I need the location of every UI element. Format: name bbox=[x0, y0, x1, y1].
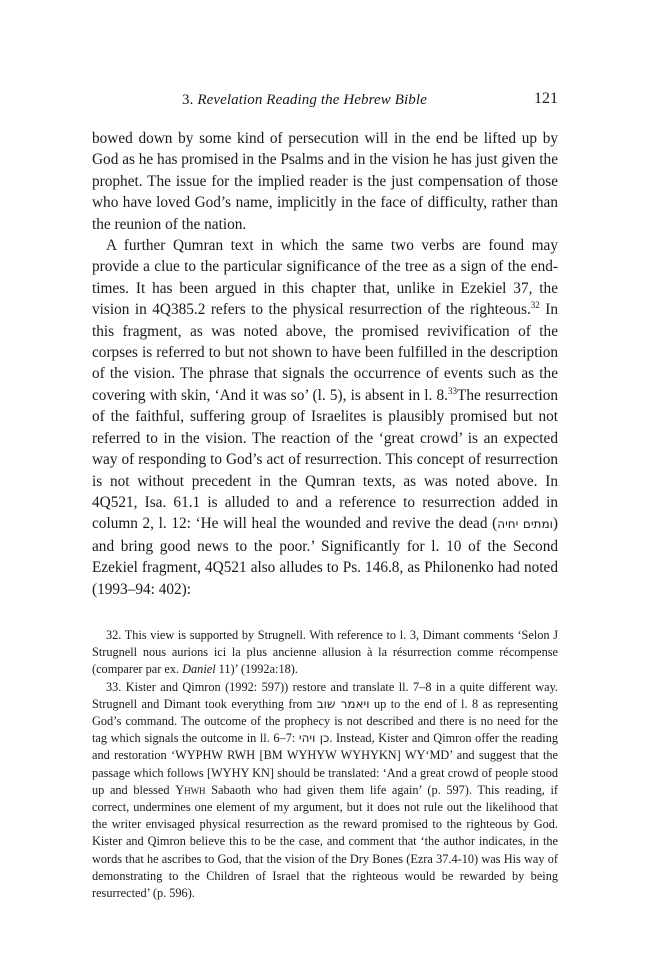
paragraph-2-text-d: ) and bring good news to the poor.’ Significantly for l. 10 of the Second Ezekiel fragment, 4Q521 also alludes to Ps. 146.8, as Philonenko had noted (1993–94: 402): bbox=[92, 515, 558, 598]
footnote-32 bbox=[92, 627, 558, 679]
running-header bbox=[92, 92, 558, 114]
footnote-33-hebrew-1: ויאמר שוב bbox=[316, 696, 370, 711]
paragraph-2-text-b: In this fragment, as was noted above, the promised revivification of the corpses is referred to but not shown to have been fulfilled in the description of the vision. The phrase that signals the occurrence of events such as the covering with skin, ‘And it was so’ (l. 5), is absent in l. 8. bbox=[92, 301, 558, 404]
footnote-32-text-b: 11)’ (1992a:18). bbox=[215, 662, 298, 677]
chapter-title: Revelation Reading the Hebrew Bible bbox=[197, 92, 427, 108]
footnote-33-yhwh: Yhwh bbox=[175, 782, 206, 797]
footnote-33 bbox=[92, 679, 558, 903]
footnote-33-text-d: Sabaoth who had given them life again’ (p. 597). This reading, if correct, undermines one element of my argument, but it does not rule out the likelihood that the writer envisaged physical resurrection as the reward promised to the righteous by God. Kister and Qimron believe this to be the case, and comment that ‘the author indicates, in the words that he ascribes to God, that the vision of the Dry Bones (Ezra 37.4-10) was His way of demonstrating to the Children of Israel that the righteous would be rewarded by being resurrected’ (p. 596). bbox=[92, 782, 558, 901]
main-text bbox=[92, 128, 558, 600]
footnotes bbox=[92, 627, 558, 902]
footnote-ref-33: 33 bbox=[448, 385, 457, 396]
paragraph-1: bowed down by some kind of persecution will in the end be lifted up by God as he has promised in the Psalms and in the vision he has just given the prophet. The issue for the implied reader is the just compensation of those who have loved God’s name, implicitly in the face of difficulty, rather than the reunion of the nation. bbox=[92, 130, 558, 233]
paragraph-2-text-a: A further Qumran text in which the same two verbs are found may provide a clue to the particular significance of the tree as a sign of the end-times. It has been argued in this chapter that, unlike in Ezekiel 37, the vision in 4Q385.2 refers to the physical resurrection of the righteous. bbox=[92, 237, 558, 319]
running-title bbox=[182, 92, 427, 109]
page-number: 121 bbox=[534, 90, 558, 107]
footnote-33-text-a: 33. Kister and Qimron (1992: 597)) restore and translate ll. 7–8 in a quite different way. Strugnell and Dimant took everything from bbox=[92, 679, 558, 711]
hebrew-phrase: ומתים יחיה bbox=[497, 517, 553, 532]
footnote-32-daniel: Daniel bbox=[182, 662, 216, 677]
footnote-33-hebrew-2: כן ויהי bbox=[298, 731, 330, 746]
chapter-number: 3. bbox=[182, 92, 194, 108]
footnote-ref-32: 32 bbox=[530, 300, 540, 311]
paragraph-2 bbox=[92, 235, 558, 600]
footnote-33-text-c: . Instead, Kister and Qimron offer the reading and restoration ‘WYPHW RWH [BM WYHYW WYHYKN] WY‘MD’ and suggest that the passage which follows [WYHY KN] should be translated: ‘And a great crowd of people stood up and blessed bbox=[92, 731, 558, 797]
paragraph-2-text-c: The resurrection of the faithful, suffering group of Israelites is plausibly promised but not referred to in the vision. The reaction of the ‘great crowd’ is an expected way of responding to God’s act of resurrection. This concept of resurrection is not without precedent in the Qumran texts, as was noted above. In 4Q521, Isa. 61.1 is alluded to and a reference to resurrection added in column 2, l. 12: ‘He will heal the wounded and revive the dead ( bbox=[92, 386, 559, 533]
footnote-32-text-a: 32. This view is supported by Strugnell. With reference to l. 3, Dimant comments ‘Selon J Strugnell nous aurions ici la plus ancienne allusion à la résurrection comme récompense (comparer par ex. bbox=[92, 628, 558, 677]
footnote-33-text-b: up to the end of l. 8 as representing God’s command. The outcome of the prophecy is not described and there is no need for the tag which signals the outcome in ll. 6–7: bbox=[92, 696, 559, 746]
